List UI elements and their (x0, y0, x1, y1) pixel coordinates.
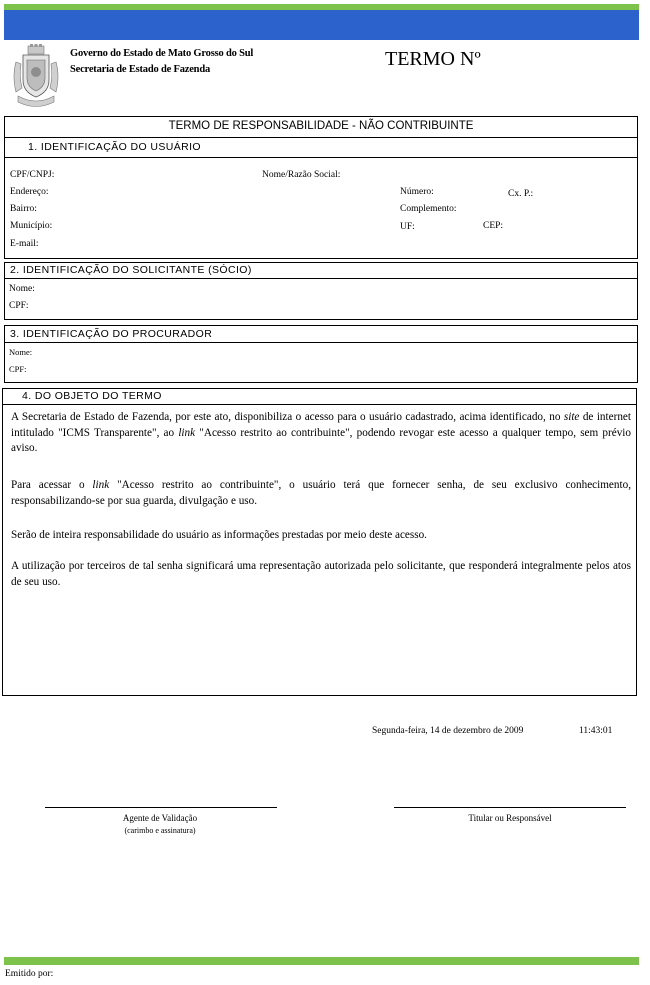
top-blue-banner (4, 10, 639, 40)
bairro-label: Bairro: (10, 204, 37, 214)
bottom-green-bar (4, 957, 639, 965)
time-text: 11:43:01 (579, 726, 613, 736)
termo-paragraph-2 (11, 478, 631, 509)
procurador-cpf-label: CPF: (9, 364, 27, 374)
cpf-cnpj-label: CPF/CNPJ: (10, 170, 55, 180)
termo-number-label: TERMO Nº (385, 48, 481, 70)
email-label: E-mail: (10, 239, 39, 249)
document-title: TERMO DE RESPONSABILIDADE - NÃO CONTRIBUINTE (168, 120, 474, 132)
p1-text-a: A Secretaria de Estado de Fazenda, por este ato, disponibiliza o acesso para o usuário cadastrado, acima identificado, no (11, 411, 564, 423)
solicitante-cpf-label: CPF: (9, 301, 29, 311)
cep-label: CEP: (483, 221, 504, 231)
secretariat-name: Secretaria de Estado de Fazenda (70, 64, 211, 75)
p2-text-a: Para acessar o (11, 479, 93, 491)
solicitante-nome-label: Nome: (9, 284, 35, 294)
endereco-label: Endereço: (10, 187, 49, 197)
government-name: Governo do Estado de Mato Grosso do Sul (70, 48, 254, 59)
agent-signature-line (45, 807, 277, 808)
p1-site-word: site (563, 411, 580, 423)
numero-label: Número: (400, 187, 434, 197)
state-coat-of-arms-icon (10, 44, 62, 112)
nome-razao-label: Nome/Razão Social: (262, 170, 341, 180)
agent-signature-sublabel: (carimbo e assinatura) (124, 826, 196, 835)
municipio-label: Município: (10, 221, 53, 231)
p2-link-word: link (92, 479, 110, 491)
uf-label: UF: (400, 222, 415, 232)
complemento-label: Complemento: (400, 204, 457, 214)
p1-link-word: link (178, 426, 196, 439)
p1-text-c: "Acesso restrito ao contribuinte", podendo revogar este acesso a qualquer tempo, sem prévio aviso. (11, 426, 631, 454)
p1-text-b: de internet intitulado "ICMS Transparente", ao (11, 411, 631, 439)
p2-text-b: "Acesso restrito ao contribuinte", o usuário terá que fornecer senha, de seu exclusivo conhecimento, responsabilizando-se por sua guarda, divulgação e uso. (11, 479, 631, 507)
agent-signature-label: Agente de Validação (122, 813, 198, 823)
section1-title: 1. IDENTIFICAÇÃO DO USUÁRIO (28, 141, 201, 153)
section4-title: 4. DO OBJETO DO TERMO (22, 390, 162, 402)
section2-title: 2. IDENTIFICAÇÃO DO SOLICITANTE (SÓCIO) (10, 264, 252, 276)
date-text: Segunda-feira, 14 de dezembro de 2009 (372, 726, 524, 736)
termo-paragraph-1 (11, 410, 631, 457)
termo-paragraph-4: A utilização por terceiros de tal senha significará uma representação autorizada pelo solicitante, que responderá integralmente pelos atos de seu uso. (11, 560, 631, 588)
procurador-nome-label: Nome: (9, 347, 33, 357)
termo-paragraph-3: Serão de inteira responsabilidade do usuário as informações prestadas por meio deste acesso. (11, 529, 427, 541)
cx-p-label: Cx. P.: (508, 189, 534, 199)
emitido-por-label: Emitido por: (5, 969, 54, 979)
holder-signature-line (394, 807, 626, 808)
holder-signature-label: Titular ou Responsável (468, 813, 552, 823)
section3-title: 3. IDENTIFICAÇÃO DO PROCURADOR (10, 328, 213, 340)
